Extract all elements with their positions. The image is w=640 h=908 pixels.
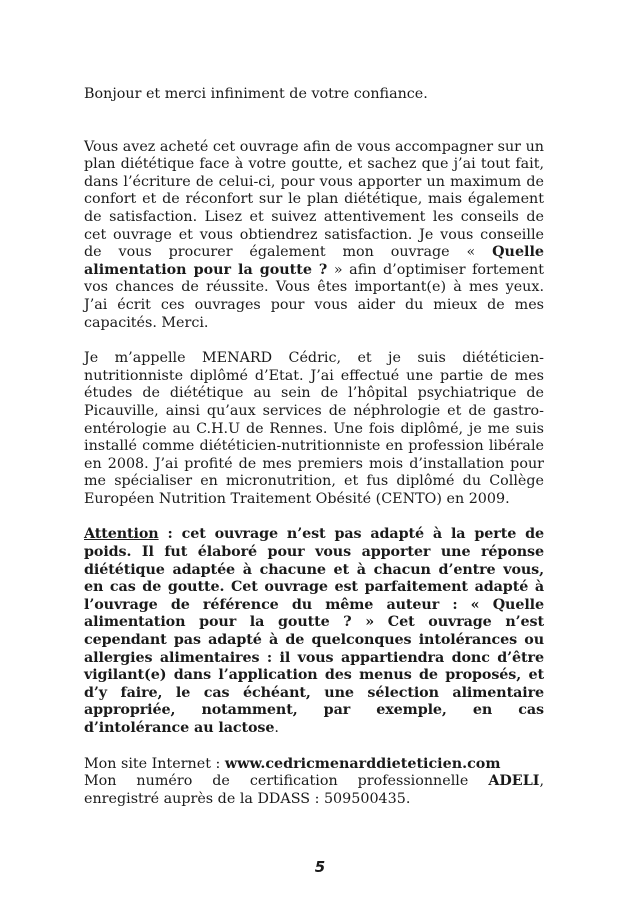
greeting-text: Bonjour et merci infiniment de votre confiance. <box>84 86 428 102</box>
certification-line <box>84 773 544 808</box>
adeli-acronym: ADELI <box>488 773 540 790</box>
warning-label: Attention <box>84 526 159 543</box>
warning-text-2: . Cet ouvrage est parfaitement adapté à l’ouvrage de référence du même auteur : « Quelle alimentation pour la goutte ? » Cet ouvrage n’est cependant pas adapté à de quelconques intolérances ou allergies alimentaires : il vous appartiendra donc d’être vigilant(e) dans l’application des menus de proposés, et d’y faire, le cas échéant, une sélection alimentaire appropriée, notamment, par exemple, en cas d’intolérance au lactose <box>84 579 544 736</box>
author-paragraph: Je m’appelle MENARD Cédric, et je suis diététicien-nutritionniste diplômé d’Etat. J’ai effectué une partie de mes études de diététique au sein de l’hôpital psychiatrique de Picauville, ainsi qu’aux services de néphrologie et de gastro-entérologie au C.H.U de Rennes. Une fois diplômé, je me suis installé comme diététicien-nutritionniste en profession libérale en 2008. J’ai profité de mes premiers mois d’installation pour me spécialiser en micronutrition, et fus diplômé du Collège Européen Nutrition Traitement Obésité (CENTO) en 2009. <box>84 350 544 507</box>
intro-paragraph <box>84 139 544 333</box>
warning-text: : cet ouvrage n’est pas adapté à la perte de poids. Il fut élaboré pour vous apporter une réponse diététique adaptée à chacune et à chacun d’entre vous, en cas de goutte <box>84 526 544 596</box>
website-url: www.cedricmenarddieteticien.com <box>224 755 501 772</box>
page-number: 5 <box>314 858 326 876</box>
intro-text: Vous avez acheté cet ouvrage afin de vous accompagner sur un plan diététique face à votre goutte, et sachez que j’ai tout fait, dans l’écriture de celui-ci, pour vous apporter un maximum de confort et de réconfort sur le plan diététique, mais également de satisfaction. Lisez et suivez attentivement les conseils de cet ouvrage et vous obtiendrez satisfaction. Je vous conseille de vous procurer également mon ouvrage « <box>84 138 544 261</box>
website-line <box>84 756 544 774</box>
intro-text-end: » afin d’optimiser fortement vos chances de réussite. Vous êtes important(e) à mes yeux. J’ai écrit ces ouvrages pour vous aider du mieux de mes capacités. Merci. <box>84 261 545 331</box>
website-label: Mon site Internet : <box>84 755 225 772</box>
document-page <box>84 86 544 808</box>
warning-paragraph <box>84 526 544 737</box>
certification-text-end: , enregistré auprès de la DDASS : 509500435. <box>84 773 544 807</box>
book-title: Quelle alimentation pour la goutte ? <box>84 244 544 278</box>
certification-text: Mon numéro de certification professionnelle <box>84 773 489 790</box>
warning-end: . <box>274 720 279 736</box>
